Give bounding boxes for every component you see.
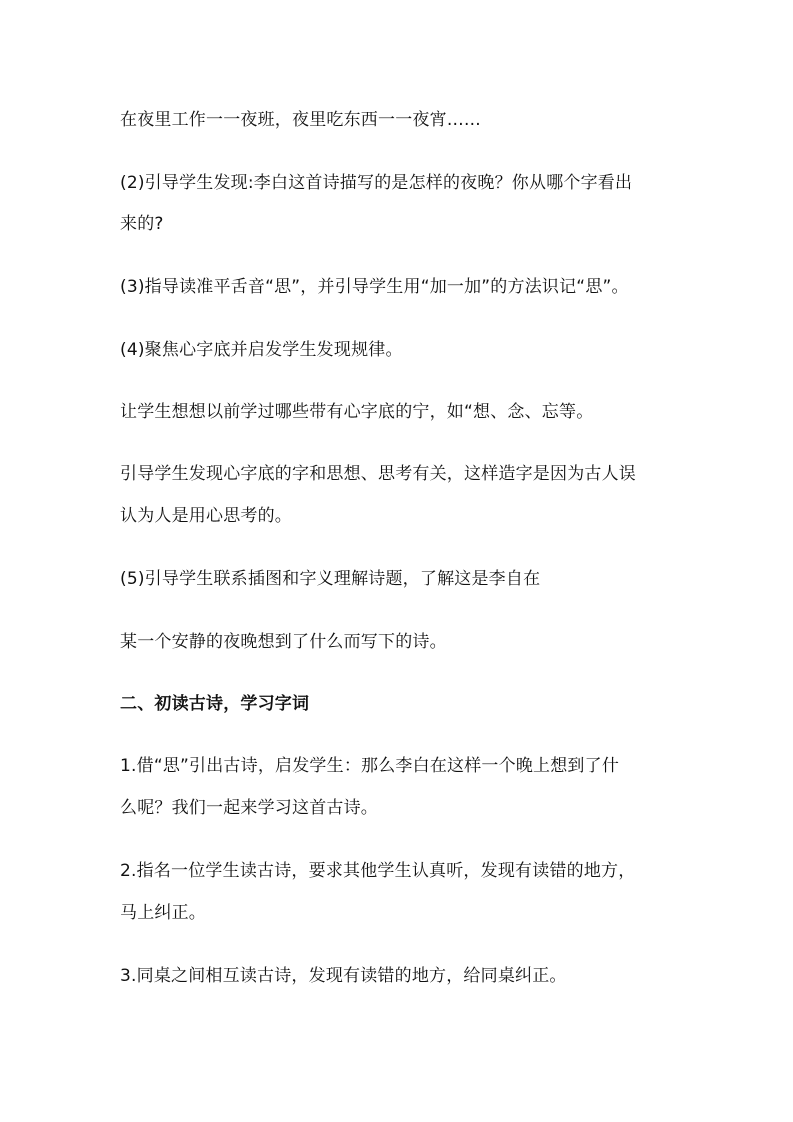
text-line: (2)引导学生发现:李白这首诗描写的是怎样的夜晚？你从哪个字看出 — [120, 173, 633, 193]
text-line: 引导学生发现心字底的字和思想、思考有关，这样造字是因为古人误 — [120, 464, 636, 484]
section-heading: 二、初读古诗，学习字词 — [120, 694, 310, 714]
text-line: 马上纠正。 — [120, 903, 206, 923]
text-line: 在夜里工作一一夜班，夜里吃东西一一夜宵…... — [120, 110, 481, 130]
text-line: 么呢？我们一起来学习这首古诗。 — [120, 798, 378, 818]
text-line: 认为人是用心思考的。 — [120, 506, 292, 526]
text-line: 1.借“思”引出古诗，启发学生：那么李白在这样一个晚上想到了什 — [120, 756, 620, 776]
text-line: 3.同桌之间相互读古诗，发现有读错的地方，给同桌纠正。 — [120, 966, 567, 986]
text-line: 让学生想想以前学过哪些带有心字底的宁，如“想、念、忘等。 — [120, 402, 594, 422]
text-line: 来的? — [120, 214, 164, 234]
text-line: (3)指导读准平舌音“思”，并引导学生用“加一加”的方法识记“思”。 — [120, 277, 629, 297]
text-line: 2.指名一位学生读古诗，要求其他学生认真听，发现有读错的地方， — [120, 861, 636, 881]
text-line: (4)聚焦心字底并启发学生发现规律。 — [120, 340, 403, 360]
text-line: 某一个安静的夜晚想到了什么而写下的诗。 — [120, 632, 447, 652]
text-line: (5)引导学生联系插图和字义理解诗题，了解这是李自在 — [120, 569, 541, 589]
